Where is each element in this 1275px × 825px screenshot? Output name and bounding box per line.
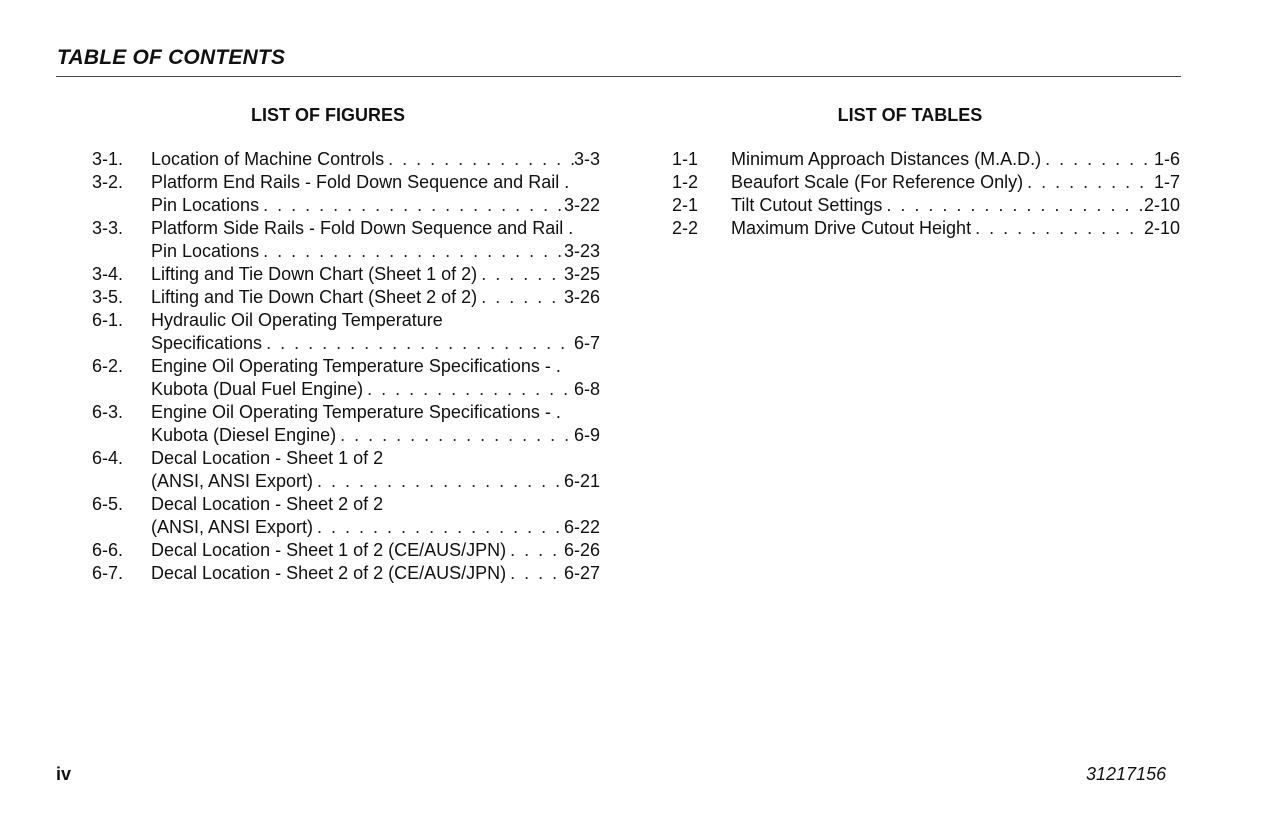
entry-title: Location of Machine Controls (151, 149, 385, 169)
entry-title: Platform Side Rails - Fold Down Sequence and Rail . (151, 218, 574, 238)
entry-number: 6-1. (92, 310, 124, 330)
page-reference: 3-26 (563, 287, 600, 307)
entry-number: 3-5. (92, 287, 124, 307)
toc-entry[interactable] (672, 171, 1180, 194)
dot-leader (1023, 171, 1154, 194)
entry-line (151, 378, 600, 401)
toc-entry[interactable] (672, 194, 1180, 217)
toc-entry[interactable] (672, 217, 1180, 240)
entry-title: Decal Location - Sheet 1 of 2 (CE/AUS/JPN) (151, 540, 507, 560)
entry-line (151, 539, 600, 562)
document-number: 31217156 (1086, 764, 1167, 784)
entry-line (151, 447, 600, 470)
toc-entry[interactable] (92, 309, 600, 355)
toc-entry[interactable] (92, 562, 600, 585)
entry-line (151, 240, 600, 263)
entry-line (151, 286, 600, 309)
entry-line (151, 470, 600, 493)
entry-line (151, 355, 600, 378)
dot-leader (882, 194, 1144, 217)
entry-line (151, 562, 600, 585)
entry-line (731, 194, 1180, 217)
entry-title: Tilt Cutout Settings (731, 195, 883, 215)
entry-number: 1-1 (672, 149, 699, 169)
dot-leader (363, 378, 574, 401)
dot-leader (313, 516, 564, 539)
entry-title: Hydraulic Oil Operating Temperature (151, 310, 443, 330)
tables-heading: LIST OF TABLES (837, 105, 983, 125)
entry-title: Lifting and Tie Down Chart (Sheet 1 of 2) (151, 264, 478, 284)
toc-entry[interactable] (92, 148, 600, 171)
dot-leader (336, 424, 574, 447)
entry-body (151, 263, 600, 286)
entry-line (151, 263, 600, 286)
entry-number: 6-2. (92, 356, 124, 376)
toc-entry[interactable] (92, 401, 600, 447)
entry-title: (ANSI, ANSI Export) (151, 471, 314, 491)
tables-list (672, 148, 1180, 240)
page-reference: 3-23 (563, 241, 600, 261)
entry-title: Beaufort Scale (For Reference Only) (731, 172, 1024, 192)
entry-body (151, 401, 600, 447)
entry-number: 3-3. (92, 218, 124, 238)
entry-title: Minimum Approach Distances (M.A.D.) (731, 149, 1042, 169)
dot-leader (262, 332, 574, 355)
page-reference: 1-7 (1153, 172, 1180, 192)
page-reference: 2-10 (1143, 195, 1180, 215)
entry-line (151, 516, 600, 539)
toc-entry[interactable] (672, 148, 1180, 171)
toc-entry[interactable] (92, 539, 600, 562)
dot-leader (506, 539, 564, 562)
page-reference: 2-10 (1143, 218, 1180, 238)
entry-title: Platform End Rails - Fold Down Sequence and Rail . (151, 172, 570, 192)
page-reference: 6-26 (563, 540, 600, 560)
entry-title: Engine Oil Operating Temperature Specifications - . (151, 402, 561, 422)
entry-title: Decal Location - Sheet 2 of 2 (CE/AUS/JPN) (151, 563, 507, 583)
dot-leader (506, 562, 564, 585)
entry-line (731, 148, 1180, 171)
page-reference: 6-21 (563, 471, 600, 491)
page-reference: 6-8 (573, 379, 600, 399)
entry-body (151, 539, 600, 562)
toc-entry[interactable] (92, 263, 600, 286)
toc-entry[interactable] (92, 493, 600, 539)
entry-title: Kubota (Dual Fuel Engine) (151, 379, 364, 399)
entry-number: 6-3. (92, 402, 124, 422)
entry-number: 2-2 (672, 218, 699, 238)
page-reference: 6-27 (563, 563, 600, 583)
entry-title: Pin Locations (151, 195, 260, 215)
entry-number: 2-1 (672, 195, 699, 215)
entry-body (151, 148, 600, 171)
list-of-figures (92, 104, 600, 585)
entry-body (731, 171, 1180, 194)
toc-entry[interactable] (92, 355, 600, 401)
entry-title: Specifications (151, 333, 263, 353)
entry-body (151, 286, 600, 309)
entry-number: 6-4. (92, 448, 124, 468)
entry-line (731, 171, 1180, 194)
dot-leader (477, 286, 564, 309)
entry-body (731, 194, 1180, 217)
dot-leader (313, 470, 564, 493)
entry-body (151, 217, 600, 263)
entry-number: 6-6. (92, 540, 124, 560)
dot-leader (384, 148, 574, 171)
figures-list (92, 148, 600, 585)
entry-number: 3-4. (92, 264, 124, 284)
dot-leader (259, 194, 564, 217)
entry-line (151, 148, 600, 171)
entry-line (151, 194, 600, 217)
entry-title: Maximum Drive Cutout Height (731, 218, 972, 238)
entry-body (151, 171, 600, 217)
page-reference: 6-22 (563, 517, 600, 537)
entry-line (151, 401, 600, 424)
entry-body (731, 217, 1180, 240)
page-title: TABLE OF CONTENTS (57, 46, 286, 69)
entry-title: Lifting and Tie Down Chart (Sheet 2 of 2) (151, 287, 478, 307)
entry-number: 3-1. (92, 149, 124, 169)
entry-line (151, 217, 600, 240)
entry-number: 6-5. (92, 494, 124, 514)
page-number: iv (56, 764, 72, 784)
dot-leader (259, 240, 564, 263)
dot-leader (1041, 148, 1154, 171)
toc-entry[interactable] (92, 171, 600, 217)
entry-line (151, 493, 600, 516)
toc-entry[interactable] (92, 447, 600, 493)
entry-body (731, 148, 1180, 171)
entry-body (151, 355, 600, 401)
entry-number: 6-7. (92, 563, 124, 583)
entry-body (151, 493, 600, 539)
header-divider (56, 76, 1181, 77)
entry-line (151, 424, 600, 447)
entry-number: 3-2. (92, 172, 124, 192)
page-reference: 6-9 (573, 425, 600, 445)
figures-heading: LIST OF FIGURES (250, 105, 405, 125)
entry-title: Pin Locations (151, 241, 260, 261)
entry-line (151, 171, 600, 194)
dot-leader (971, 217, 1144, 240)
entry-title: Decal Location - Sheet 2 of 2 (151, 494, 384, 514)
entry-number: 1-2 (672, 172, 699, 192)
page-reference: 3-25 (563, 264, 600, 284)
page-reference: 3-3 (573, 149, 600, 169)
page-reference: 1-6 (1153, 149, 1180, 169)
page-reference: 3-22 (563, 195, 600, 215)
dot-leader (477, 263, 564, 286)
list-of-tables (672, 104, 1180, 240)
toc-entry[interactable] (92, 217, 600, 263)
entry-title: Engine Oil Operating Temperature Specifications - . (151, 356, 561, 376)
entry-body (151, 309, 600, 355)
toc-entry[interactable] (92, 286, 600, 309)
entry-line (151, 309, 600, 332)
page-reference: 6-7 (573, 333, 600, 353)
entry-title: (ANSI, ANSI Export) (151, 517, 314, 537)
entry-title: Decal Location - Sheet 1 of 2 (151, 448, 384, 468)
entry-title: Kubota (Diesel Engine) (151, 425, 337, 445)
entry-body (151, 562, 600, 585)
entry-line (151, 332, 600, 355)
entry-line (731, 217, 1180, 240)
entry-body (151, 447, 600, 493)
